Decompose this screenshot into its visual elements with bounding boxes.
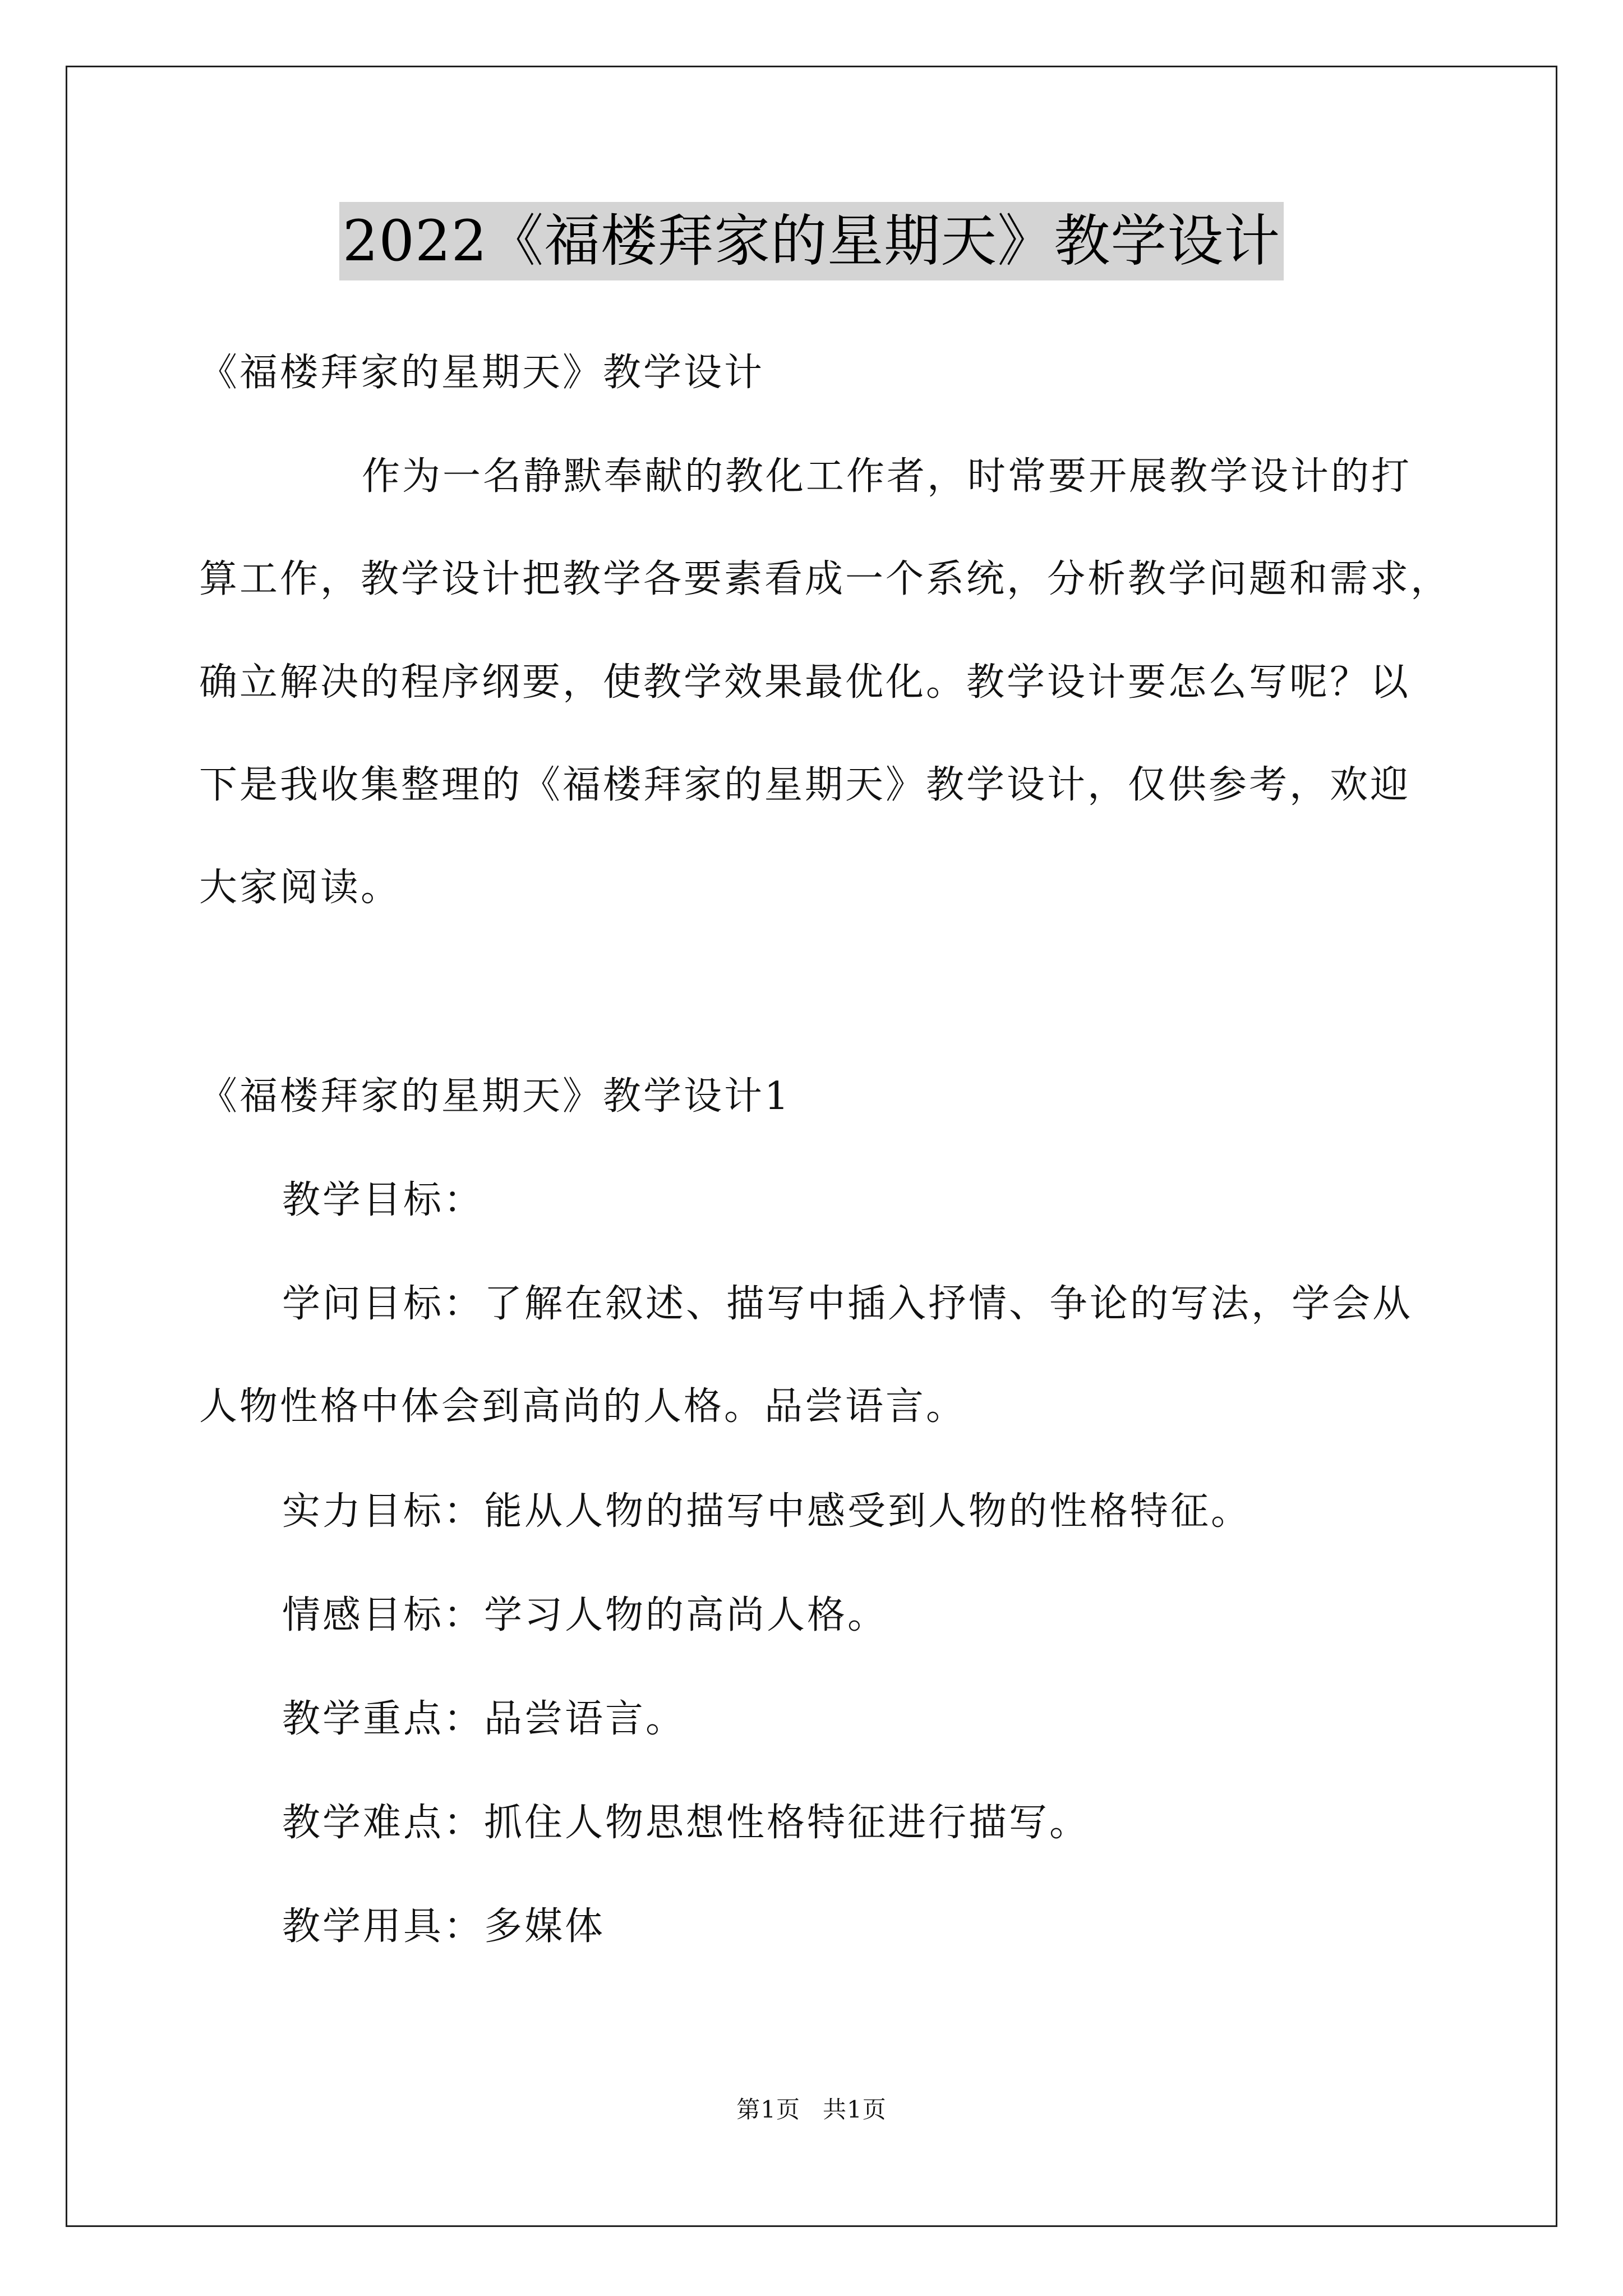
knowledge-goal-line-1: 学问目标：了解在叙述、描写中插入抒情、争论的写法，学会从 [282, 1282, 1413, 1326]
emotion-goal: 情感目标：学习人物的高尚人格。 [282, 1593, 888, 1637]
page-footer [0, 2091, 1623, 2125]
page-number: 第1页 [736, 2096, 800, 2123]
document-title: 2022《福楼拜家的星期天》教学设计 [339, 202, 1284, 280]
tools: 教学用具：多媒体 [282, 1904, 606, 1949]
difficulty: 教学难点：抓住人物思想性格特征进行描写。 [282, 1801, 1090, 1845]
key-point: 教学重点：品尝语言。 [282, 1697, 686, 1741]
intro-line-1: 作为一名静默奉献的教化工作者，时常要开展教学设计的打 [362, 454, 1412, 499]
total-pages: 共1页 [823, 2096, 887, 2123]
knowledge-goal-line-2: 人物性格中体会到高尚的人格。品尝语言。 [199, 1384, 967, 1429]
intro-line-2: 算工作，教学设计把教学各要素看成一个系统，分析教学问题和需求， [199, 557, 1451, 601]
goals-heading: 教学目标： [282, 1178, 485, 1222]
title-container [0, 202, 1623, 280]
intro-line-4: 下是我收集整理的《福楼拜家的星期天》教学设计，仅供参考，欢迎 [199, 763, 1411, 807]
ability-goal: 实力目标：能从人物的描写中感受到人物的性格特征。 [282, 1489, 1252, 1534]
intro-line-5: 大家阅读。 [199, 866, 402, 910]
subtitle: 《福楼拜家的星期天》教学设计 [199, 351, 765, 395]
section-heading: 《福楼拜家的星期天》教学设计1 [199, 1074, 791, 1119]
intro-line-3: 确立解决的程序纲要，使教学效果最优化。教学设计要怎么写呢？以 [199, 660, 1411, 705]
